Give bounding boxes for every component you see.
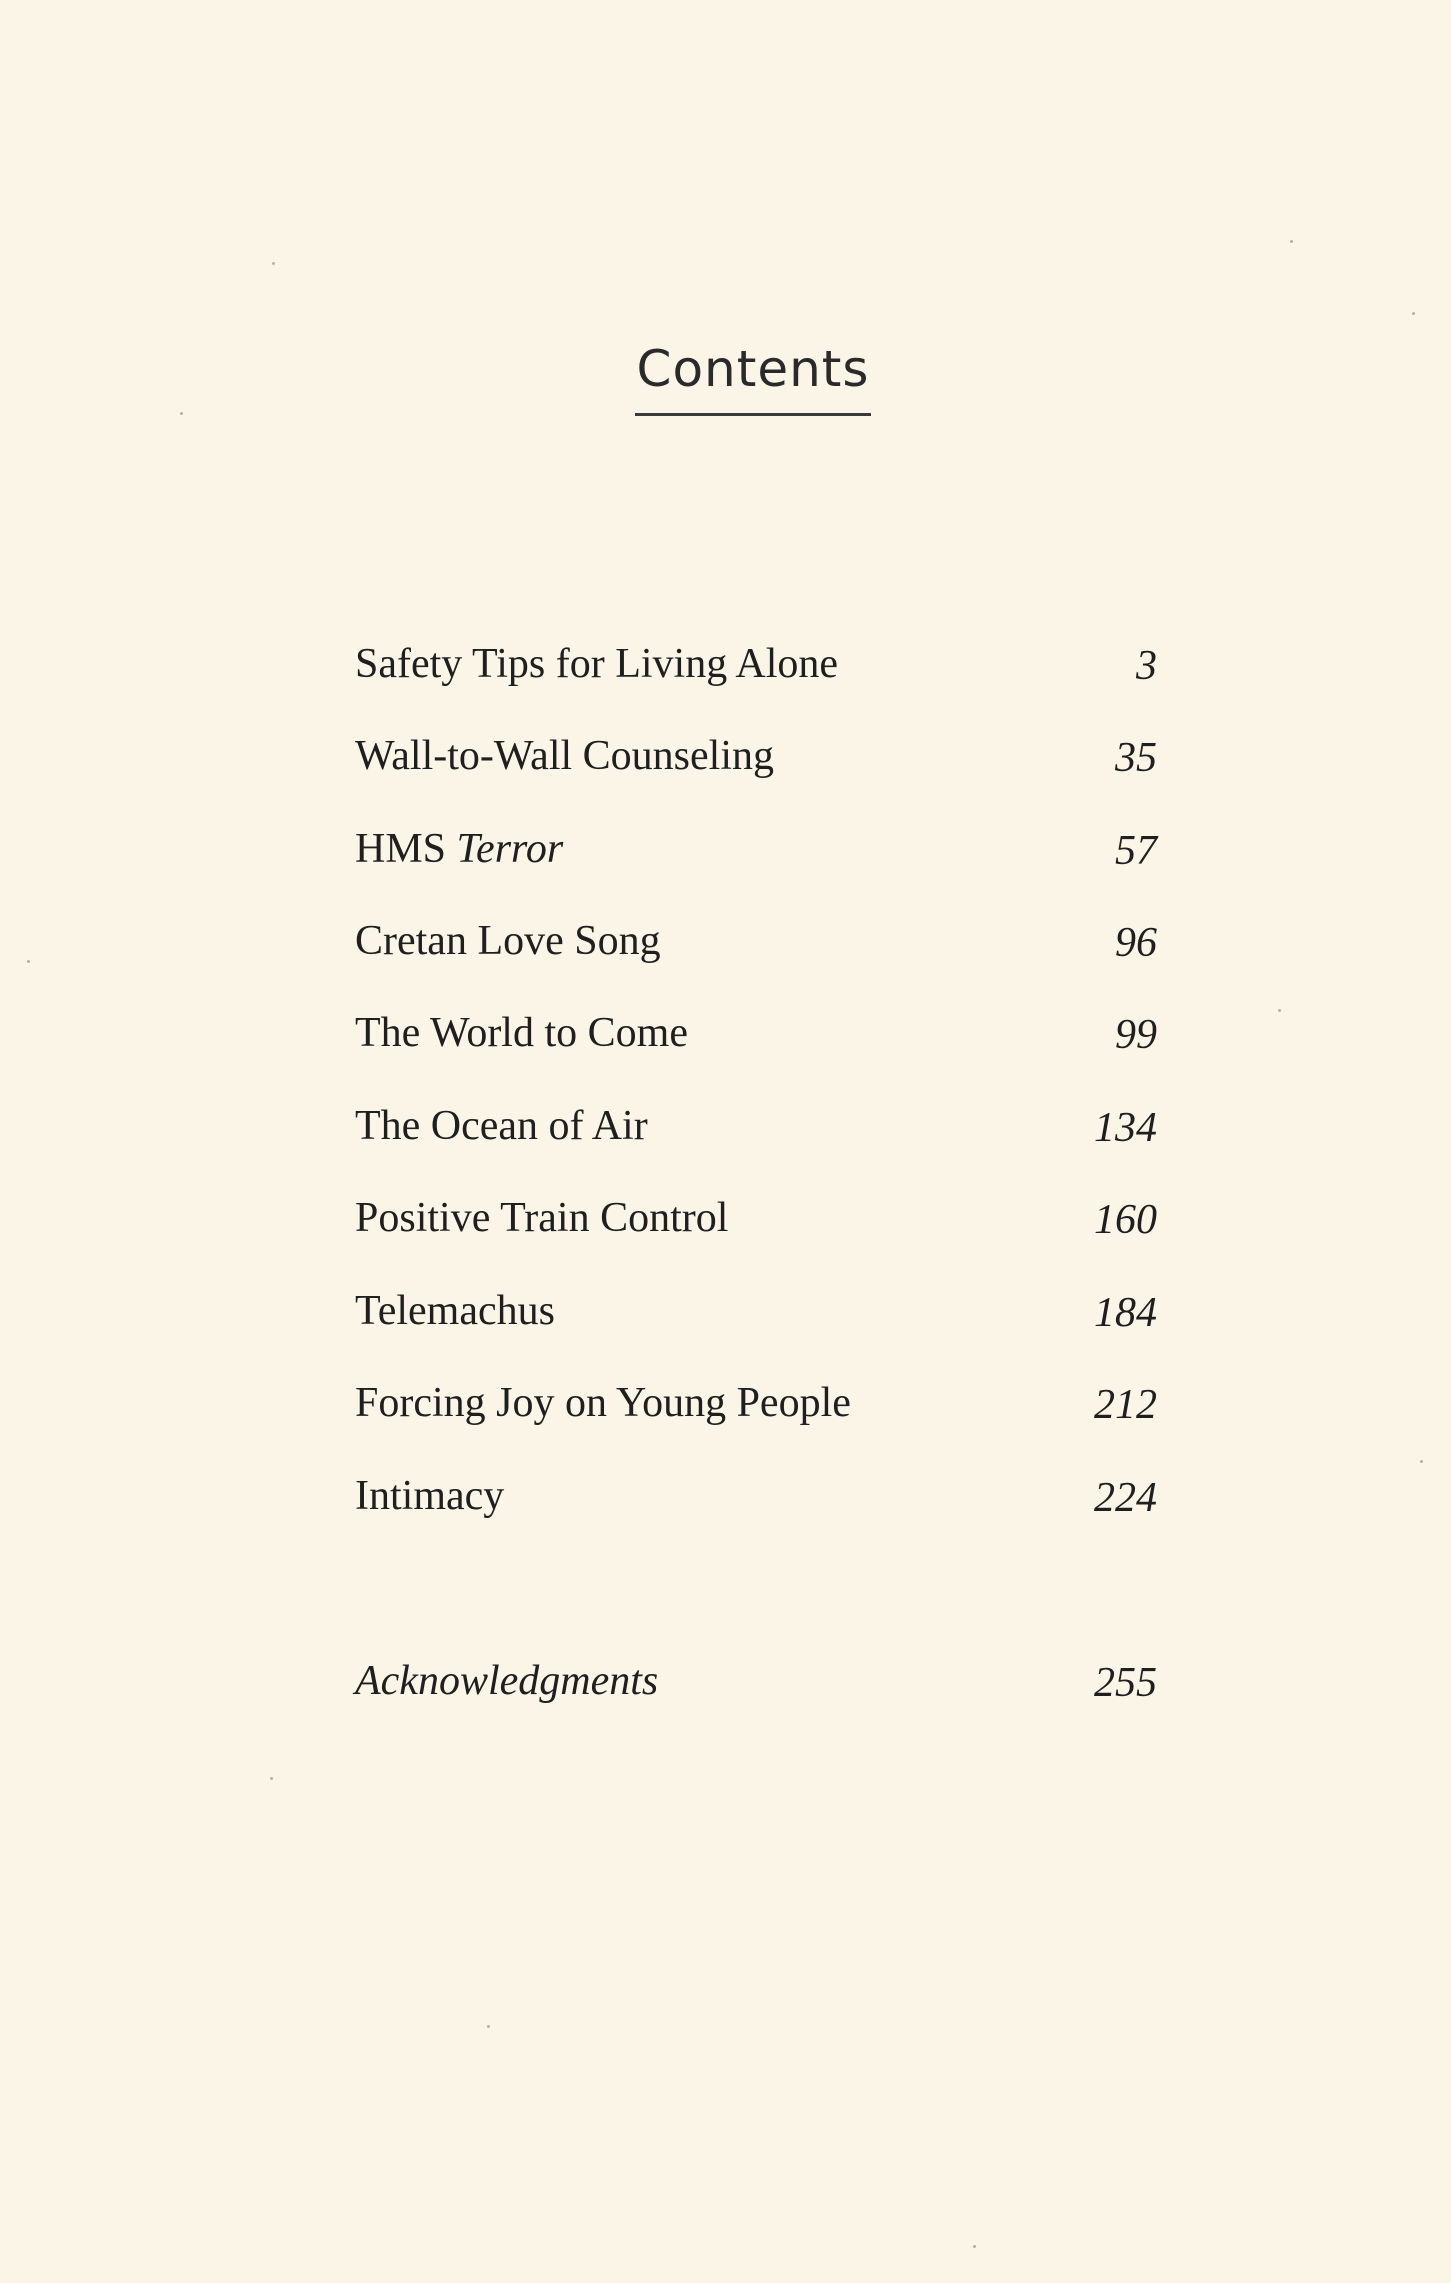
toc-entry-page: 3: [1136, 643, 1157, 689]
toc-entry-title: Intimacy: [355, 1473, 505, 1519]
paper-speck: [270, 1777, 273, 1780]
toc-entry: [355, 819, 1157, 879]
toc-entry-title-prefix: HMS: [355, 826, 457, 872]
toc-entry-title: The Ocean of Air: [355, 1103, 648, 1149]
toc-entry-title: Telemachus: [355, 1288, 555, 1334]
toc-entry: [355, 1096, 1157, 1156]
toc-entry-title: [355, 819, 563, 879]
toc-entry-page: 212: [1094, 1382, 1157, 1428]
toc-entry-page: 99: [1115, 1012, 1157, 1058]
paper-speck: [973, 2245, 976, 2248]
paper-speck: [1420, 1460, 1423, 1463]
toc-entry-page: 160: [1094, 1197, 1157, 1243]
toc-entry-page: 255: [1094, 1660, 1157, 1706]
toc-entry-title: Wall-to-Wall Counseling: [355, 733, 774, 779]
toc-entry-title: Positive Train Control: [355, 1195, 729, 1241]
toc-entry: [355, 726, 1157, 786]
toc-entry-title: Acknowledgments: [355, 1658, 659, 1704]
toc-entry: [355, 1188, 1157, 1248]
toc-entry-title: Cretan Love Song: [355, 918, 661, 964]
paper-speck: [1412, 312, 1415, 315]
toc-entry: [355, 1466, 1157, 1526]
toc-entry-page: 35: [1115, 735, 1157, 781]
toc-entry-page: 224: [1094, 1475, 1157, 1521]
toc-entry-page: 57: [1115, 828, 1157, 874]
toc-entry-title: The World to Come: [355, 1010, 688, 1056]
toc-entry-page: 184: [1094, 1290, 1157, 1336]
toc-entry-page: 96: [1115, 920, 1157, 966]
paper-speck: [487, 2025, 490, 2028]
toc-entry-title: Safety Tips for Living Alone: [355, 641, 839, 687]
paper-speck: [272, 262, 275, 265]
toc-entry: [355, 634, 1157, 694]
paper-speck: [1278, 1009, 1281, 1012]
toc-entry: [355, 1373, 1157, 1433]
toc-entry: [355, 1003, 1157, 1063]
toc-entry-title: Forcing Joy on Young People: [355, 1380, 851, 1426]
toc-entry: [355, 1281, 1157, 1341]
paper-speck: [1290, 240, 1293, 243]
toc-entry-page: 134: [1094, 1105, 1157, 1151]
toc-entry-title-italic: Terror: [456, 826, 564, 872]
paper-speck: [27, 960, 30, 963]
page-title: Contents: [636, 340, 870, 398]
toc-entry-acknowledgments: [355, 1651, 1157, 1711]
toc-entry: [355, 911, 1157, 971]
paper-speck: [180, 412, 183, 415]
contents-heading-wrap: [635, 340, 871, 398]
heading-underline: [635, 413, 871, 416]
